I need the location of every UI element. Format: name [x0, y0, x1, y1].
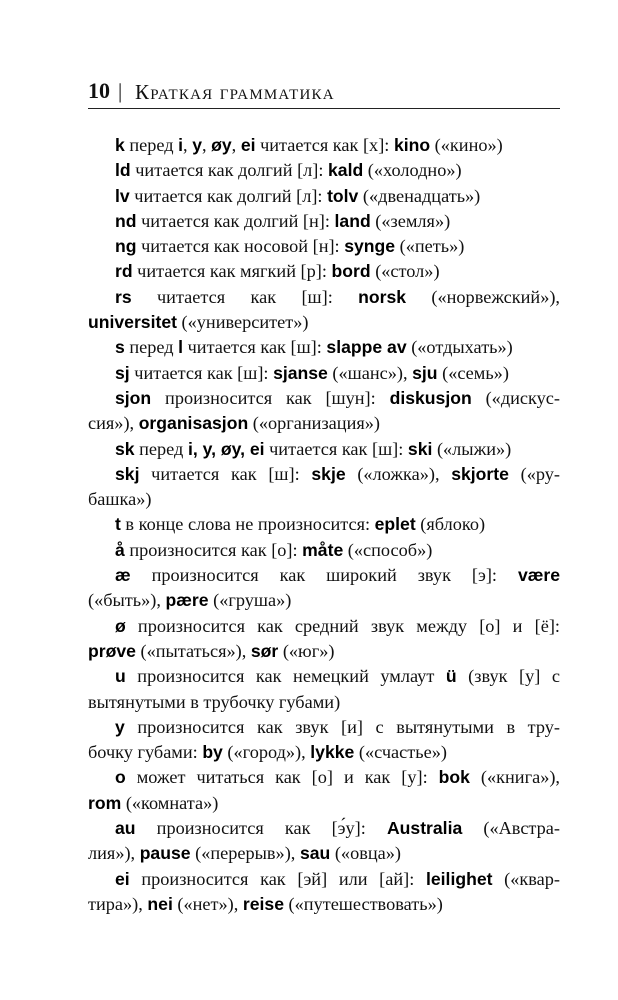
text-run: («двенадцать») [358, 185, 481, 206]
text-run: (звук [у] с [456, 666, 560, 687]
term: by [202, 742, 223, 763]
term: ei [115, 868, 130, 889]
text-run: («ру- [508, 463, 560, 484]
text-run: перед [124, 135, 179, 155]
chapter-title: Краткая грамматика [135, 80, 335, 104]
text-line [88, 411, 560, 436]
term: synge [344, 236, 396, 257]
term: ld [115, 160, 131, 181]
term: tolv [327, 185, 359, 206]
text-run: в конце слова не произносится: [120, 514, 375, 535]
text-run: читается как мягкий [р]: [132, 261, 332, 282]
text-run: тира»), [88, 893, 148, 914]
term: i [178, 135, 184, 155]
term: øy [211, 135, 232, 155]
text-run: («земля») [370, 210, 451, 231]
text-run: («комната») [121, 792, 219, 813]
term: bord [331, 261, 371, 282]
term: sjon [115, 387, 152, 408]
text-run: произносится как [о]: [124, 539, 303, 560]
term: l [178, 337, 184, 358]
text-run: , [183, 135, 193, 155]
text-run: читается как долгий [л]: [129, 185, 328, 206]
text-run: («город»), [222, 742, 311, 763]
text-line [88, 588, 560, 613]
text-run: читается как носовой [н]: [136, 236, 345, 257]
text-line [88, 614, 560, 639]
term: rd [115, 261, 133, 282]
header-separator: | [118, 79, 123, 103]
text-run: может читаться как [о] и как [у]: [125, 767, 439, 788]
text-run: перед [124, 337, 179, 358]
term: norsk [358, 286, 407, 307]
term: ei [240, 135, 256, 155]
term: reise [242, 893, 284, 914]
term: sju [412, 362, 438, 383]
text-run: произносится как [эй] или [ай]: [129, 868, 426, 889]
text-run: («дискус- [471, 387, 560, 408]
text-line [88, 690, 560, 715]
term: æ [115, 565, 131, 586]
term: land [334, 210, 371, 231]
term: rs [115, 286, 132, 307]
term: au [115, 818, 136, 839]
term: y [192, 135, 202, 155]
text-run: бочку губами: [88, 742, 203, 763]
term: Australia [386, 818, 463, 839]
text-line [88, 209, 560, 234]
term: u [115, 666, 126, 687]
text-run: («шанс»), [327, 362, 413, 383]
text-run: («груша») [208, 590, 292, 611]
term: leilighet [426, 868, 493, 889]
text-line [88, 234, 560, 259]
term: skj [115, 463, 140, 484]
text-run: («отдыхать») [406, 337, 513, 358]
text-run: читается как [ш]: [131, 286, 359, 307]
text-line [88, 184, 560, 209]
text-run: произносится как звук [и] с вытянутыми в тру- [124, 716, 560, 737]
text-line [88, 791, 560, 816]
text-line [88, 664, 560, 689]
text-line [88, 816, 560, 841]
header-rule [88, 108, 560, 109]
text-line [88, 259, 560, 284]
term: pause [139, 843, 191, 864]
running-header [88, 78, 560, 110]
term: o [115, 767, 126, 788]
text-line [88, 335, 560, 360]
text-line [88, 538, 560, 563]
text-line [88, 386, 560, 411]
text-run: («холодно») [363, 160, 462, 181]
text-line [88, 765, 560, 790]
text-run: произносится как немецкий умлаут [125, 666, 446, 687]
text-run: («норвежский»), [406, 286, 560, 307]
text-run: , [201, 135, 212, 155]
text-run: вытянутыми в трубочку губами) [88, 691, 341, 712]
term: skje [311, 463, 346, 484]
text-run: («нет»), [172, 893, 243, 914]
text-line [88, 487, 560, 512]
term: rom [88, 792, 122, 813]
text-line [88, 715, 560, 740]
term: pære [165, 590, 209, 611]
text-run: («Австра- [462, 818, 560, 839]
term: bok [438, 767, 470, 788]
term: sj [115, 362, 130, 383]
text-line [88, 462, 560, 487]
term: diskusjon [389, 387, 472, 408]
term: kino [393, 135, 431, 155]
term: sør [250, 640, 279, 661]
text-run: («семь») [437, 362, 509, 383]
text-run: читается как [ш]: [264, 438, 408, 459]
text-run: перед [134, 438, 188, 459]
term: prøve [88, 640, 136, 661]
text-run: («счастье») [354, 742, 447, 763]
text-run: («стол») [370, 261, 440, 282]
text-run: читается как [ш]: [139, 463, 312, 484]
text-run: («лыжи») [432, 438, 512, 459]
text-run: (яблоко) [415, 514, 486, 535]
page-number: 10 [88, 78, 110, 103]
text-line [88, 310, 560, 335]
text-line [88, 158, 560, 183]
term: slappe av [326, 337, 407, 358]
text-run: («юг») [278, 640, 335, 661]
text-run: лия»), [88, 843, 140, 864]
text-run: («университет») [176, 312, 309, 333]
text-run: («ложка»), [345, 463, 452, 484]
term: s [115, 337, 125, 358]
term: ø [115, 615, 126, 636]
term: å [115, 539, 125, 560]
text-run: («овца») [330, 843, 401, 864]
term: sau [299, 843, 331, 864]
term: t [115, 514, 121, 535]
text-line [88, 563, 560, 588]
text-line [88, 639, 560, 664]
text-line [88, 892, 560, 917]
term: lv [115, 185, 130, 206]
term: sjanse [273, 362, 328, 383]
text-line [88, 437, 560, 462]
text-run: читается как [ш]: [129, 362, 274, 383]
term: ü [445, 666, 457, 687]
term: ng [115, 236, 137, 257]
text-run: произносится как средний звук между [о] и [ё]: [125, 615, 560, 636]
term: kald [328, 160, 364, 181]
text-run: («квар- [492, 868, 560, 889]
text-run: башка») [88, 489, 152, 510]
text-run: сия»), [88, 413, 139, 434]
text-run: читается как [х]: [255, 135, 394, 155]
text-line [88, 740, 560, 765]
text-run: («кино») [430, 135, 503, 155]
text-run: («петь») [395, 236, 465, 257]
term: y [115, 716, 125, 737]
term: eplet [374, 514, 416, 535]
term: skjorte [451, 463, 509, 484]
term: k [115, 135, 125, 155]
text-line [88, 285, 560, 310]
text-run: («путешествовать») [283, 893, 443, 914]
text-run: произносится как широкий звук [э]: [130, 565, 518, 586]
term: ski [407, 438, 433, 459]
text-run: («способ») [343, 539, 433, 560]
text-run: («книга»), [469, 767, 560, 788]
text-run: произносится как [шун]: [151, 387, 390, 408]
term: måte [302, 539, 344, 560]
text-run: читается как долгий [л]: [130, 160, 329, 181]
text-line [88, 512, 560, 537]
term: være [517, 565, 560, 586]
term: nei [147, 893, 173, 914]
term: sk [115, 438, 135, 459]
term: universitet [88, 312, 177, 333]
text-line [88, 133, 560, 158]
term: nd [115, 210, 137, 231]
text-run: произносится как [э́у]: [135, 818, 387, 839]
text-run: читается как долгий [н]: [136, 210, 335, 231]
text-line [88, 361, 560, 386]
term: organisasjon [138, 413, 249, 434]
text-line [88, 867, 560, 892]
text-body [88, 133, 560, 917]
text-run: , [231, 135, 241, 155]
term: i, y, øy, ei [187, 438, 265, 459]
text-line [88, 841, 560, 866]
text-run: («организация») [248, 413, 380, 434]
text-run: читается как [ш]: [183, 337, 327, 358]
text-run: («перерыв»), [190, 843, 300, 864]
text-run: («пытаться»), [135, 640, 251, 661]
text-run: («быть»), [88, 590, 166, 611]
term: lykke [310, 742, 355, 763]
